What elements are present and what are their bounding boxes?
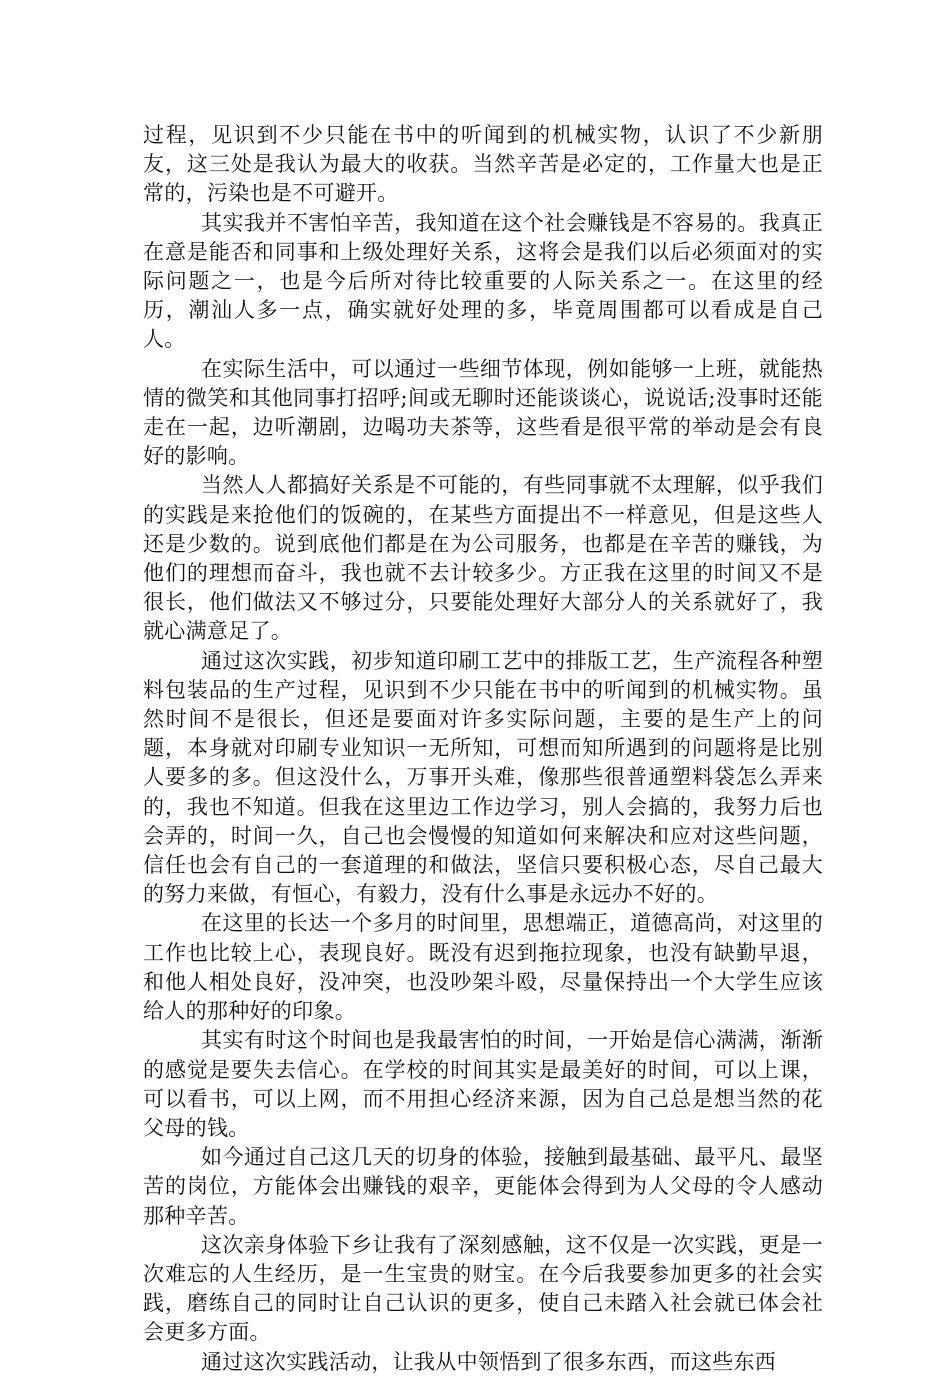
paragraph-5: 通过这次实践，初步知道印刷工艺中的排版工艺，生产流程各种塑料包装品的生产过程，见识到不少只能在书中的听闻到的机械实物。虽然时间不是很长，但还是要面对许多实际问题，主要的是生产上的问题，本身就对印刷专业知识一无所知，可想而知所遇到的问题将是比别人要多的多。但这没什么，万事开头难，像那些很普通塑料袋怎么弄来的，我也不知道。但我在这里边工作边学习，别人会搞的，我努力后也会弄的，时间一久，自己也会慢慢的知道如何来解决和应对这些问题，信任也会有自己的一套道理的和做法，坚信只要积极心态，尽自己最大的努力来做，有恒心，有毅力，没有什么事是永远办不好的。	[143, 648, 823, 907]
paragraph-2: 其实我并不害怕辛苦，我知道在这个社会赚钱是不容易的。我真正在意是能否和同事和上级处理好关系，这将会是我们以后必须面对的实际问题之一，也是今后所对待比较重要的人际关系之一。在这里的经历，潮汕人多一点，确实就好处理的多，毕竟周围都可以看成是自己人。	[143, 210, 823, 352]
paragraph-9: 这次亲身体验下乡让我有了深刻感触，这不仅是一次实践，更是一次难忘的人生经历，是一生宝贵的财宝。在今后我要参加更多的社会实践，磨练自己的同时让自己认识的更多，使自己未踏入社会就已体会社会更多方面。	[143, 1232, 823, 1345]
paragraph-6: 在这里的长达一个多月的时间里，思想端正，道德高尚，对这里的工作也比较上心，表现良好。既没有迟到拖拉现象，也没有缺勤早退，和他人相处良好，没冲突，也没吵架斗殴，尽量保持出一个大学生应该给人的那种好的印象。	[143, 911, 823, 1024]
paragraph-8: 如今通过自己这几天的切身的体验，接触到最基础、最平凡、最坚苦的岗位，方能体会出赚钱的艰辛，更能体会得到为人父母的令人感动那种辛苦。	[143, 1145, 823, 1228]
paragraph-4: 当然人人都搞好关系是不可能的，有些同事就不太理解，似乎我们的实践是来抢他们的饭碗的，在某些方面提出不一样意见，但是这些人还是少数的。说到底他们都是在为公司服务，也都是在辛苦的赚钱，为他们的理想而奋斗，我也就不去计较多少。方正我在这里的时间又不是很长，他们做法又不够过分，只要能处理好大部分人的关系就好了，我就心满意足了。	[143, 473, 823, 644]
paragraph-10: 通过这次实践活动，让我从中领悟到了很多东西，而这些东西	[201, 1349, 777, 1374]
paragraph-1: 过程，见识到不少只能在书中的听闻到的机械实物，认识了不少新朋友，这三处是我认为最大的收获。当然辛苦是必定的，工作量大也是正常的，污染也是不可避开。	[143, 123, 823, 206]
document-body	[143, 121, 823, 1377]
paragraph-7: 其实有时这个时间也是我最害怕的时间，一开始是信心满满，渐渐的感觉是要失去信心。在学校的时间其实是最美好的时间，可以上课，可以看书，可以上网，而不用担心经济来源，因为自己总是想当然的花父母的钱。	[143, 1028, 823, 1140]
paragraph-3: 在实际生活中，可以通过一些细节体现，例如能够一上班，就能热情的微笑和其他同事打招呼;间或无聊时还能谈谈心，说说话;没事时还能走在一起，边听潮剧，边喝功夫茶等，这些看是很平常的举动是会有良好的影响。	[143, 356, 823, 469]
